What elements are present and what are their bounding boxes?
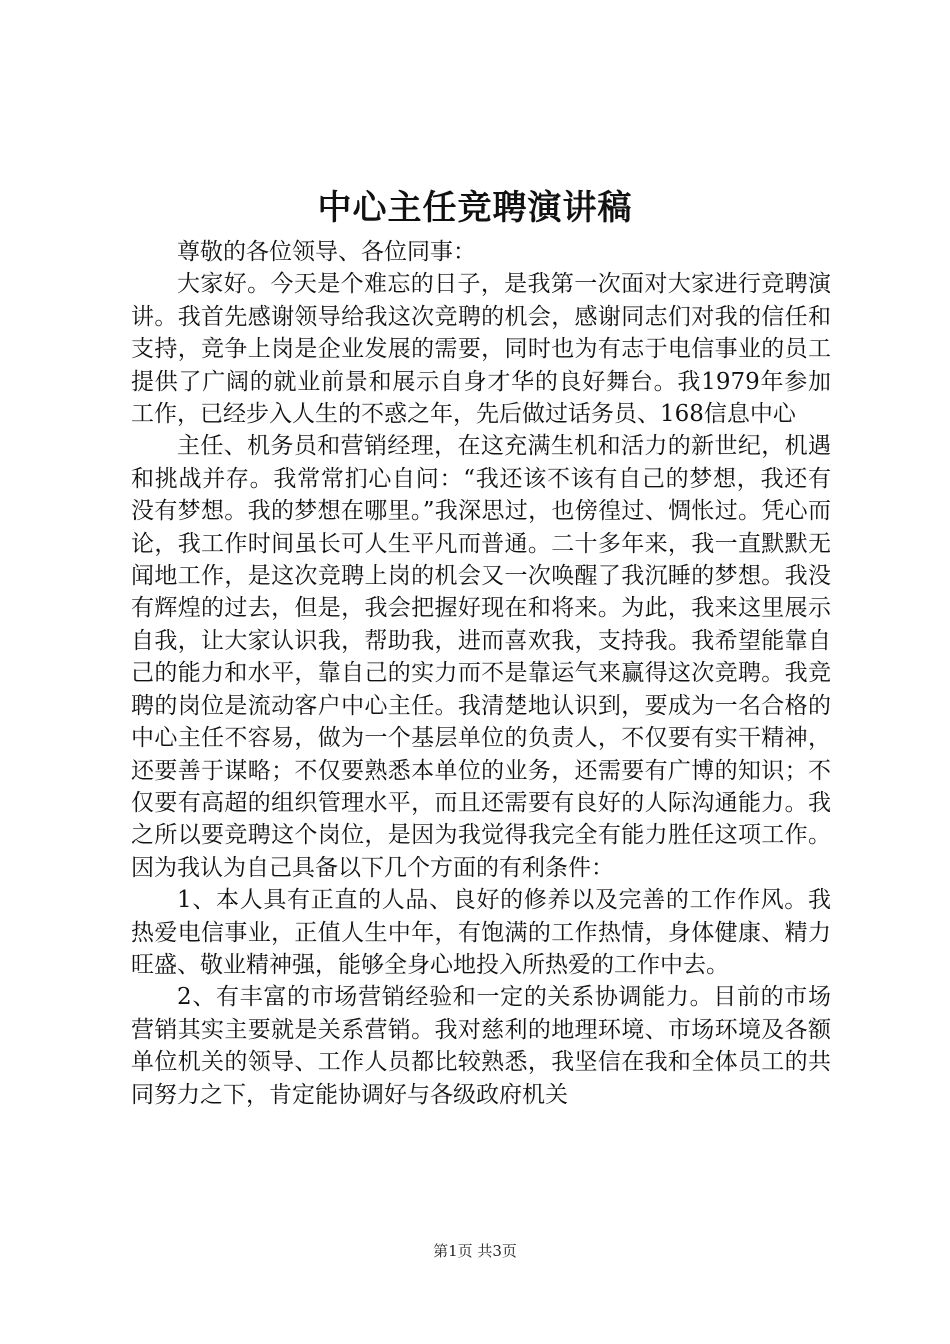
salutation-paragraph: 尊敬的各位领导、各位同事：	[177, 239, 476, 265]
body-paragraph: 主任、机务员和营销经理，在这充满生机和活力的新世纪，机遇和挑战并存。我常常扪心自问：“我还该不该有自己的梦想，我还有没有梦想。我的梦想在哪里。”我深思过，也傍徨过、惆怅过。凭心而论，我工作时间虽长可人生平凡而普通。二十多年来，我一直默默无闻地工作，是这次竞聘上岗的机会又一次唤醒了我沉睡的梦想。我没有辉煌的过去，但是，我会把握好现在和将来。为此，我来这里展示自我，让大家认识我，帮助我，进而喜欢我，支持我。我希望能靠自己的能力和水平，靠自己的实力而不是靠运气来赢得这次竞聘。我竞聘的岗位是流动客户中心主任。我清楚地认识到，要成为一名合格的中心主任不容易，做为一个基层单位的负责人，不仅要有实干精神，还要善于谋略；不仅要熟悉本单位的业务，还需要有广博的知识；不仅要有高超的组织管理水平，而且还需要有良好的人际沟通能力。我之所以要竞聘这个岗位，是因为我觉得我完全有能力胜任这项工作。因为我认为自己具备以下几个方面的有利条件：	[131, 433, 831, 881]
document-title: 中心主任竞聘演讲稿	[317, 188, 633, 228]
page-number-footer: 第1页 共3页	[433, 1242, 517, 1260]
body-paragraph: 大家好。今天是个难忘的日子，是我第一次面对大家进行竞聘演讲。我首先感谢领导给我这次竞聘的机会，感谢同志们对我的信任和支持，竞争上岗是企业发展的需要，同时也为有志于电信事业的员工提供了广阔的就业前景和展示自身才华的良好舞台。我1979年参加工作，已经步入人生的不惑之年，先后做过话务员、168信息中心	[131, 271, 831, 428]
document-body	[131, 236, 831, 1111]
body-paragraph: 2、有丰富的市场营销经验和一定的关系协调能力。目前的市场营销其实主要就是关系营销。我对慈利的地理环境、市场环境及各额单位机关的领导、工作人员都比较熟悉，我坚信在我和全体员工的共同努力之下，肯定能协调好与各级政府机关	[131, 984, 831, 1108]
body-paragraph: 1、本人具有正直的人品、良好的修养以及完善的工作作风。我热爱电信事业，正值人生中年，有饱满的工作热情，身体健康、精力旺盛、敬业精神强，能够全身心地投入所热爱的工作中去。	[131, 887, 831, 978]
